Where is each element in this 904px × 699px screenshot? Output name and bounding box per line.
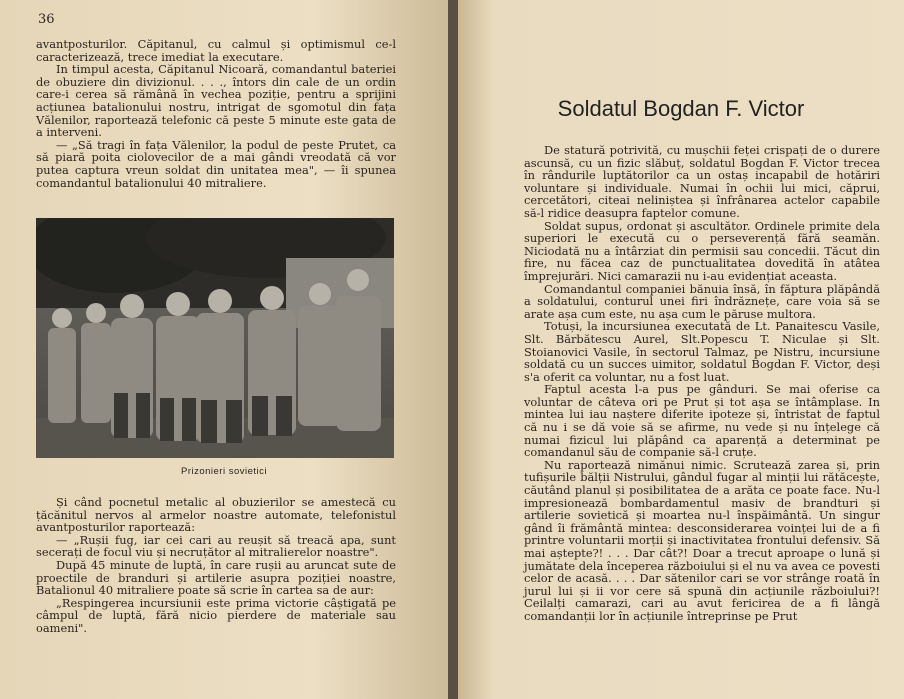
paragraph: Comandantul companiei bănuia însă, în făptura plăpândă a soldatului, conturul unei firi îndrăznețe, care voia să se arate așa cum este, nu așa cum le păruse multora.	[524, 281, 880, 321]
page-number: 36	[38, 12, 55, 27]
paragraph: Totuși, la incursiunea executată de Lt. Panaitescu Vasile, Slt. Bărbătescu Aurel, Slt.Popescu T. Niculae și Slt. Stoianovici Vasile, în sectorul Talmaz, pe Nistru, incursiune soldată cu un succes uimitor, soldatul Bogdan F. Victor, deși s'a oferit ca voluntar, nu a fost luat.	[524, 319, 880, 384]
right-page	[458, 0, 904, 699]
book-gutter	[448, 0, 458, 699]
paragraph: După 45 minute de luptă, în care rușii au aruncat sute de proectile de branduri și artilerie asupra poziției noastre, Batalionul 40 mitraliere poate să scrie în cartea sa de aur:	[36, 557, 396, 598]
left-text-bottom	[36, 496, 396, 635]
paragraph: avantposturilor. Căpitanul, cu calmul și optimismul ce-l caracterizează, trece imediat la executare.	[36, 37, 396, 64]
soldiers-photo-icon	[36, 218, 394, 458]
paragraph: Soldat supus, ordonat și ascultător. Ordinele primite dela superiori le execută cu o perseverență fără seamăn. Niciodată nu a întârziat din permisii sau concedii. Tăcut din fire, nu făcea caz de punctualitatea dovedită în atâtea împrejurări. Nici camarazii nu i-au evidențiat aceasta.	[524, 218, 880, 283]
paragraph: In timpul acesta, Căpitanul Nicoară, comandantul bateriei de obuziere din divizionul. . . ., întors din cale de un ordin care-i cerea să rămână în vechea poziție, pentru a sprijini acțiunea batalionului nostru, intrigat de sgomotul din fața Vălenilor, raportează telefonic că peste 5 minute este gata de a interveni.	[36, 62, 396, 140]
chapter-title: Soldatul Bogdan F. Victor	[557, 96, 805, 121]
paragraph: „Respingerea incursiunii este prima victorie câștigată pe câmpul de luptă, fără nicio pierdere de materiale sau oameni".	[36, 595, 396, 635]
paragraph: De statură potrivită, cu mușchii feței crispați de o durere ascunsă, cu un fizic slăbuț, soldatul Bogdan F. Victor trecea în rândurile luptătorilor ca un ostaș incapabil de hotăriri voluntare și individuale. Numai în ochii lui mici, căprui, cercetători, citeai neliniștea și înfrânarea actelor capabile să-l ridice deasupra faptelor comune.	[524, 143, 880, 220]
photo-caption: Prizonieri sovietici	[180, 466, 268, 477]
paragraph: — „Rușii fug, iar cei cari au reușit să treacă apa, sunt secerați de focul viu și necruțător al mitralierelor noastre".	[36, 532, 396, 560]
left-text-top	[36, 38, 396, 189]
paragraph: — „Să tragi în fața Vălenilor, la podul de peste Prutet, ca să piară poita ciolovecilor de a mai gândi vreodată că vor putea captura vreun soldat din unitatea mea", — îi spunea comandantul batalionului 40 mitraliere.	[36, 137, 396, 190]
right-text	[524, 144, 880, 623]
left-page	[0, 0, 448, 699]
paragraph: Nu raportează nimănui nimic. Scrutează zarea și, prin tufișurile bălții Nistrului, gândul fugar al minții lui rătăcește, căutând planul și posibilitatea de a arăta ce poate face. Nu-l impresionează bombardamentul masiv de brandturi și artilerie sovietică și moartea nu-l înspăimântă. Un singur gând îi frământă mintea: desconsiderarea voinței lui de a fi printre voluntarii morții și inactivitatea frontului defensiv. Să mai aștepte?! . . . Dar cât?! Doar a trecut aproape o lună și jumătate dela începerea războiului și el nu va avea ce povesti celor de acasă. . . . Dar sătenilor cari se vor strânge roată în jurul lui și ii vor cere să spună din acțiunile războiului?! Ceilalți camarazi, cari au avut fericirea de a fi lângă comandanții lor în acțiunile întreprinse pe Prut	[524, 457, 880, 623]
paragraph: Faptul acesta l-a pus pe gânduri. Se mai oferise ca voluntar de câteva ori pe Prut și tot așa se întâmplase. In mintea lui iau naștere diferite ipoteze și, întristat de faptul că nu i se dă voie să se afirme, nu vede și nu înțelege că numai fizicul lui plăpând ca aparență a determinat pe comandanul său de companie să-l cruțe.	[524, 382, 880, 460]
paragraph: Și când pocnetul metalic al obuzierilor se amestecă cu țăcănitul nervos al armelor noastre automate, telefonistul avantposturilor raportează:	[36, 495, 396, 535]
